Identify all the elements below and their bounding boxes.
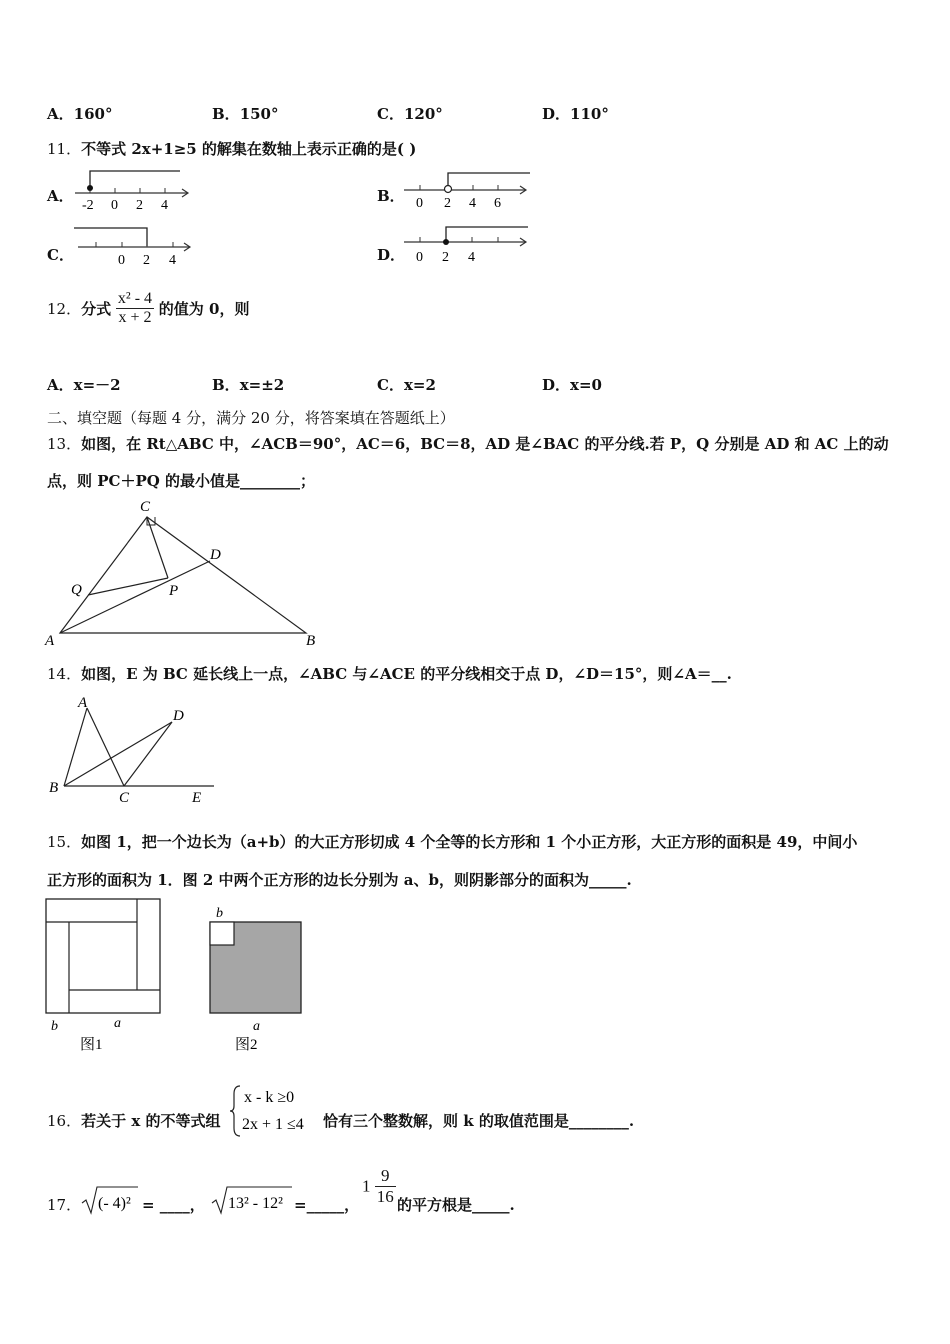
- section-title: 二、填空题（每题 4 分，满分 20 分，将答案填在答题纸上）: [47, 409, 455, 427]
- q12-option-a[interactable]: A．x=－2: [47, 376, 121, 394]
- q17-tail: 的平方根是_____.: [397, 1196, 515, 1214]
- q12-option-c[interactable]: C．x=2: [377, 376, 436, 394]
- q17-number: 17．: [47, 1196, 82, 1214]
- label-d: D: [210, 547, 221, 563]
- q17-sqrt-2: [210, 1183, 294, 1217]
- q10-option-a[interactable]: A．160°: [47, 105, 113, 123]
- q16-system-brace: [230, 1082, 320, 1140]
- label-b: B: [49, 780, 59, 796]
- q12-stem: 12．分式 $\frac{\text{x² - 4}}{x + 2}$ 的值为 0，则: [47, 290, 250, 326]
- label-a: a: [253, 1019, 260, 1034]
- tick-label: 0: [416, 250, 423, 265]
- q14-figure: [42, 692, 222, 812]
- q17-mixed-number: 1 $\frac{9}{16}$: [362, 1166, 394, 1206]
- q15-figure-1: [42, 895, 172, 1055]
- tick-label: -2: [82, 198, 94, 213]
- q10-option-b[interactable]: B．150°: [212, 105, 279, 123]
- number-line-d[interactable]: [402, 222, 532, 268]
- inequality-1: x - k ≥0: [244, 1089, 295, 1106]
- tick-label: 2: [143, 253, 150, 268]
- tick-label: 6: [494, 196, 501, 211]
- label-a: A: [78, 695, 88, 711]
- caption: 图2: [235, 1037, 258, 1053]
- q15-line1: 15．如图 1，把一个边长为（a+b）的大正方形切成 4 个全等的长方形和 1 个小正方形，大正方形的面积是 49，中间小: [47, 833, 858, 851]
- label-b: b: [216, 906, 223, 921]
- q17-answer-1: = ____，: [142, 1196, 205, 1214]
- label-a: A: [45, 633, 55, 649]
- q10-option-c[interactable]: C．120°: [377, 105, 443, 123]
- q15-figure-2: [205, 895, 310, 1055]
- tick-label: 4: [468, 250, 475, 265]
- q13-line1: 13．如图，在 Rt△ABC 中，∠ACB＝90°，AC＝6，BC＝8，AD 是∠BAC 的平分线.若 P，Q 分别是 AD 和 AC 上的动: [47, 435, 889, 453]
- q11-option-d-label[interactable]: D．: [377, 246, 406, 264]
- svg-text:(- 4)²: (- 4)²: [98, 1195, 131, 1212]
- q17-answer-2: =_____，: [294, 1196, 360, 1214]
- q16-stem-end: 恰有三个整数解，则 k 的取值范围是________.: [323, 1112, 635, 1130]
- label-p: P: [169, 583, 179, 599]
- q11-option-b-label[interactable]: B．: [377, 187, 405, 205]
- tick-label: 2: [444, 196, 451, 211]
- q16-stem-start: 16．若关于 x 的不等式组: [47, 1112, 221, 1130]
- tick-label: 4: [169, 253, 176, 268]
- svg-text:13² - 12²: 13² - 12²: [228, 1195, 283, 1212]
- q17-sqrt-1: [80, 1183, 140, 1217]
- tick-label: 0: [111, 198, 118, 213]
- label-d: D: [173, 708, 184, 724]
- label-b: B: [306, 633, 316, 649]
- q10-option-d[interactable]: D．110°: [542, 105, 609, 123]
- tick-label: 2: [442, 250, 449, 265]
- caption: 图1: [80, 1037, 103, 1053]
- q14-stem: 14．如图，E 为 BC 延长线上一点，∠ABC 与∠ACE 的平分线相交于点 D，∠D＝15°，则∠A＝__.: [47, 665, 732, 683]
- q15-line2: 正方形的面积为 1．图 2 中两个正方形的边长分别为 a、b，则阴影部分的面积为_____.: [47, 871, 632, 889]
- inequality-2: 2x + 1 ≤4: [242, 1116, 304, 1133]
- q13-line2: 点，则 PC＋PQ 的最小值是________；: [47, 472, 316, 490]
- q12-option-b[interactable]: B．x=±2: [212, 376, 285, 394]
- tick-label: 4: [161, 198, 168, 213]
- tick-label: 0: [416, 196, 423, 211]
- tick-label: 4: [469, 196, 476, 211]
- number-line-b[interactable]: [402, 165, 532, 215]
- q12-option-d[interactable]: D．x=0: [542, 376, 602, 394]
- q13-figure: [40, 495, 330, 655]
- tick-label: 0: [118, 253, 125, 268]
- label-c: C: [119, 790, 130, 806]
- label-e: E: [192, 790, 202, 806]
- fraction: $\frac{\text{x² - 4}}{x + 2}$: [117, 290, 153, 326]
- q11-stem: 11．不等式 2x+1≥5 的解集在数轴上表示正确的是( ): [47, 140, 417, 158]
- label-c: C: [140, 499, 151, 515]
- number-line-c[interactable]: [70, 222, 195, 268]
- q11-option-a-label[interactable]: A．: [47, 187, 74, 205]
- q11-option-c-label[interactable]: C．: [47, 246, 74, 264]
- label-a: a: [114, 1016, 121, 1031]
- label-b: b: [51, 1019, 58, 1034]
- label-q: Q: [71, 582, 82, 598]
- tick-label: 2: [136, 198, 143, 213]
- number-line-a[interactable]: [70, 165, 195, 215]
